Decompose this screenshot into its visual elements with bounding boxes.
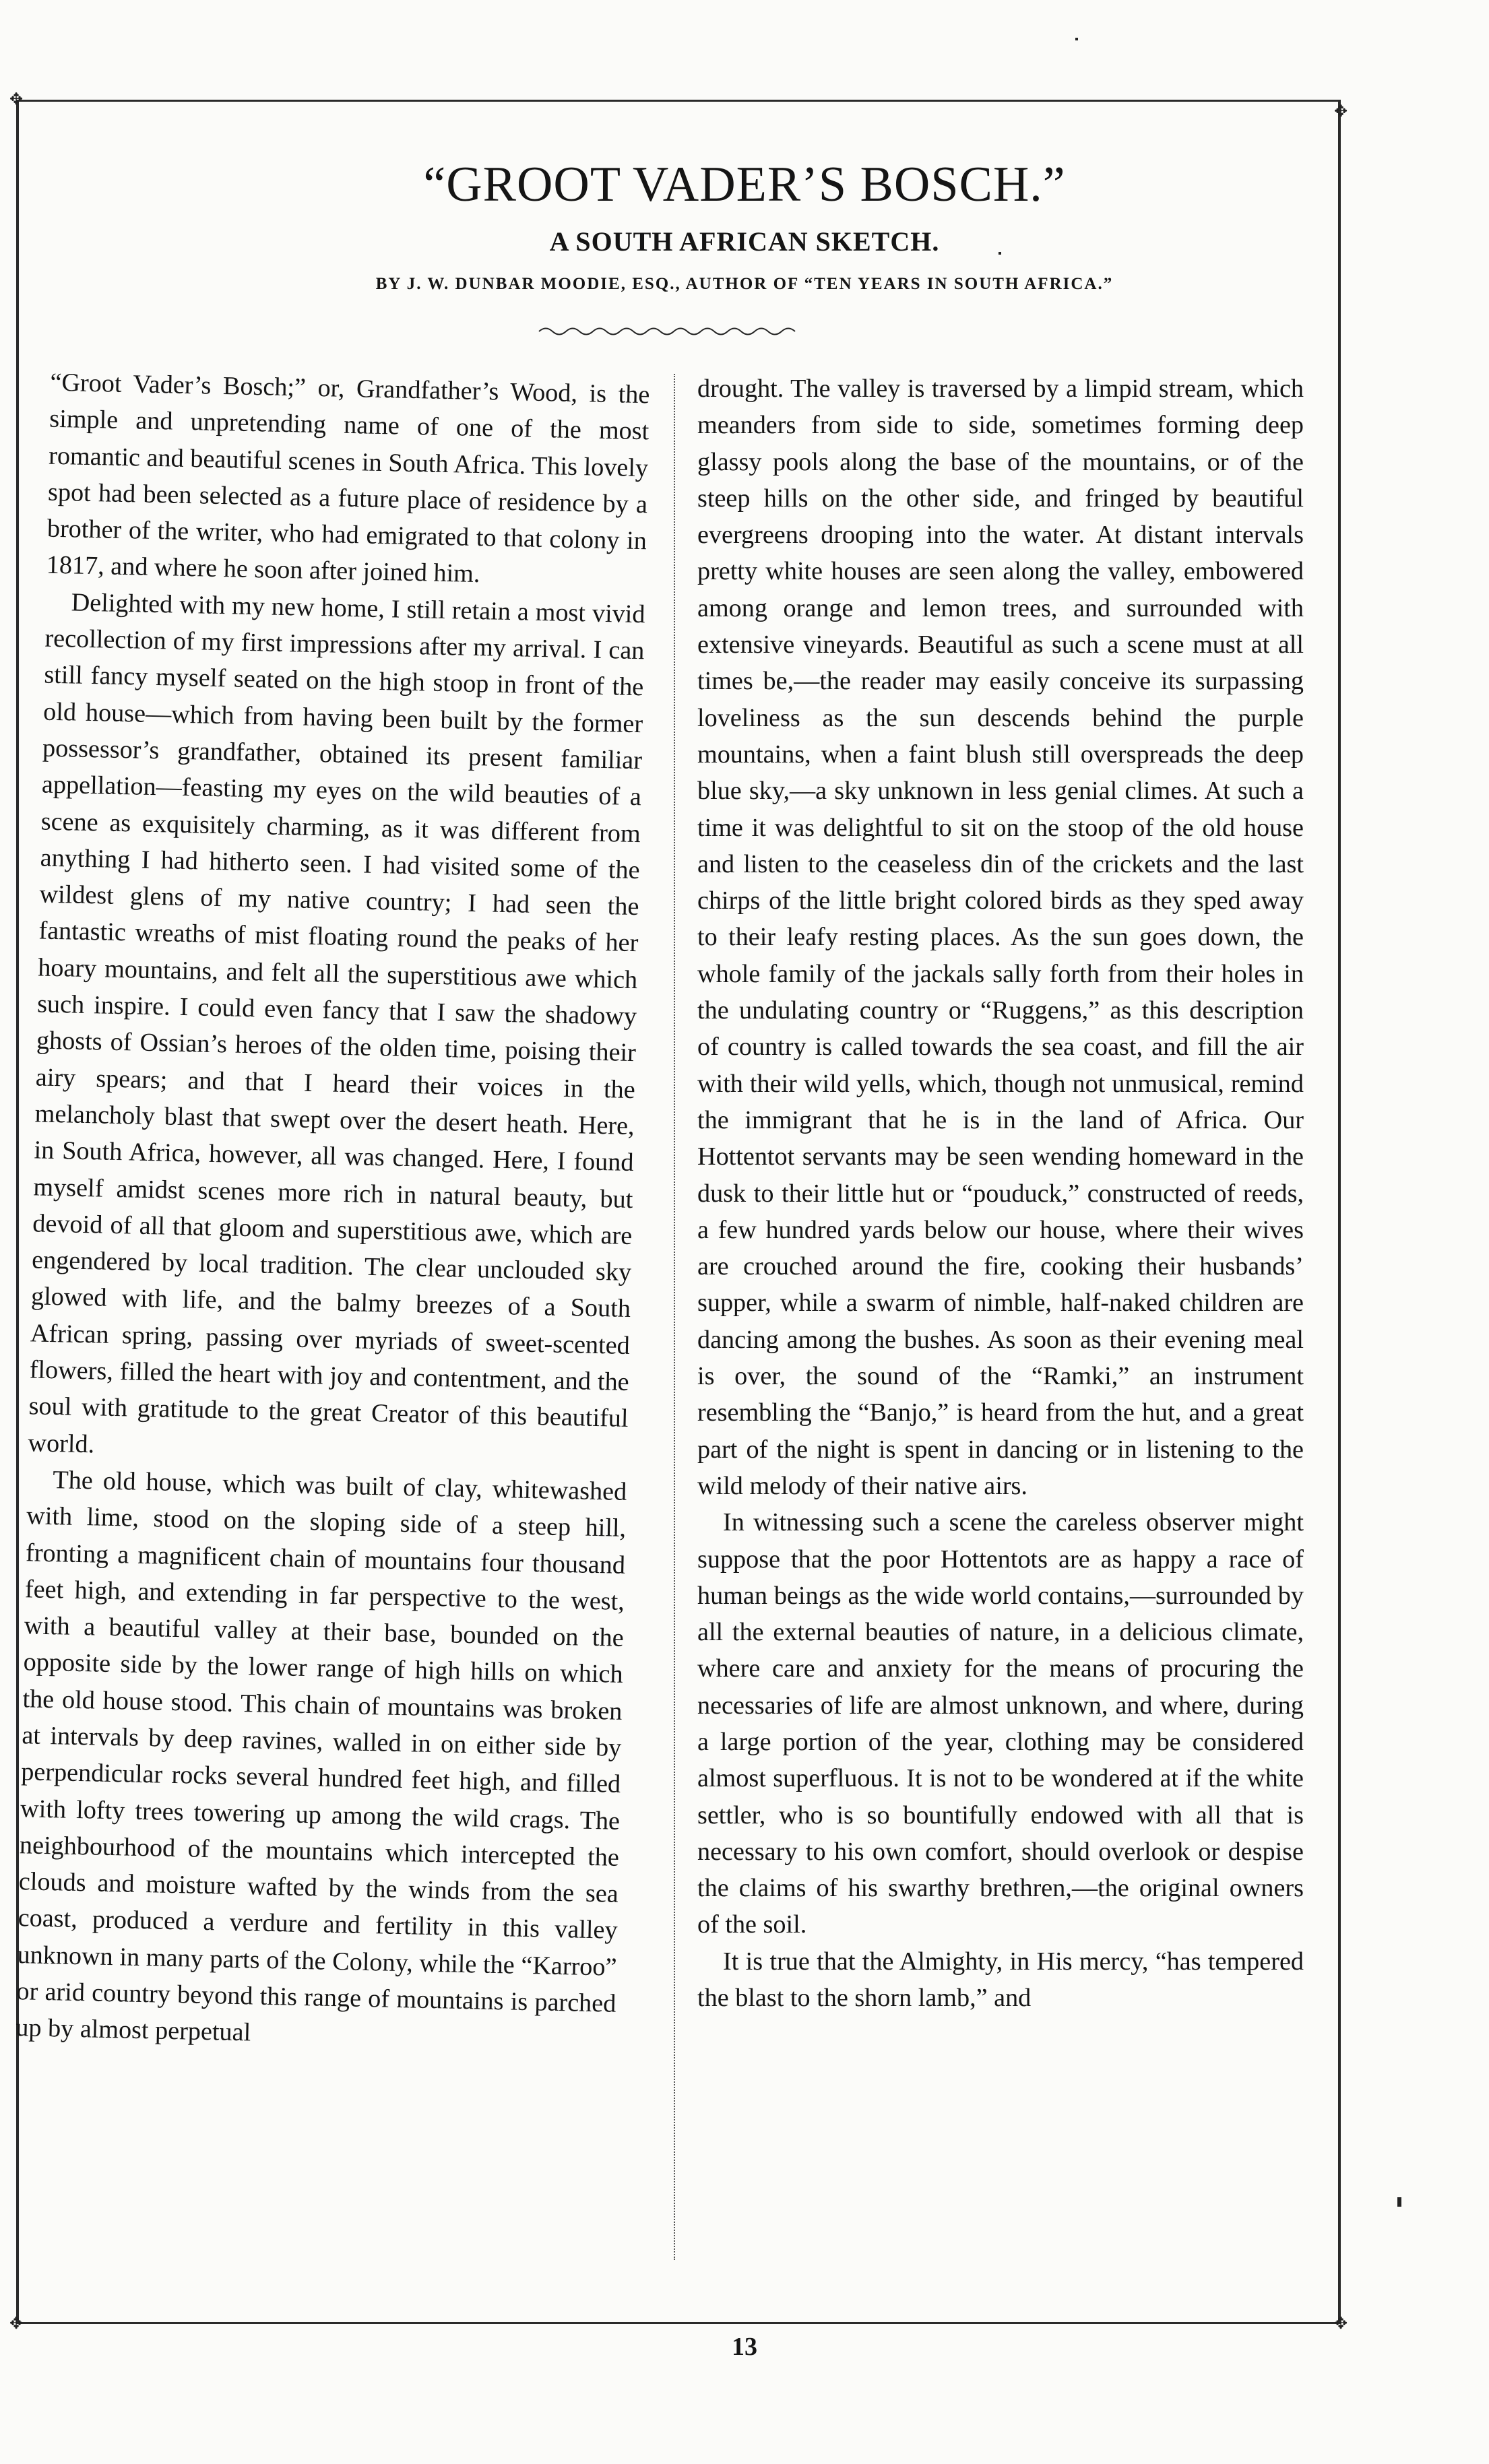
print-speck [1397, 2197, 1401, 2207]
paragraph: It is true that the Almighty, in His mercy, “has tempered the blast to the shorn lamb,” and [697, 1947, 1304, 2013]
page-number: 13 [732, 2333, 757, 2361]
paragraph: drought. The valley is traversed by a limpid stream, which meanders from side to side, sometimes forming deep glassy pools along the base of the mountains, or of the steep hills on the other side, and fringed by beautiful evergreens drooping into the water. At distant intervals pretty white houses are seen along the valley, embowered among orange and lemon trees, and surrounded with extensive vineyards. Beautiful as such a scene must at all times be,—the reader may easily conceive its surpassing loveliness as the sun descends behind the purple mountains, when a faint blush still overspreads the deep blue sky,—a sky unknown in less genial climes. At such a time it was delightful to sit on the stoop of the old house and listen to the ceaseless din of the crickets and the last chirps of the little bright colored birds as they sped away to their leafy resting places. As the sun goes down, the whole family of the jackals sally forth from their holes in the undulating country or “Ruggens,” as this description of country is called towards the sea coast, and fill the air with their wild yells, which, though not unmusical, remind the immigrant that he is in the land of Africa. Our Hottentot servants may be seen wending homeward in the dusk to their little hut or “pouduck,” constructed of reeds, a few hundred yards below our house, where their wives are crouched around the fire, cooking their husbands’ supper, while a swarm of nimble, half-naked children are dancing among the bushes. As soon as their evening meal is over, the sound of the “Ramki,” an instrument resembling the “Banjo,” is heard from the hut, and a great part of the night is spent in dancing or in listening to the wild melody of their native airs. [697, 375, 1304, 1500]
print-speck [1075, 38, 1078, 40]
right-column [697, 370, 1304, 2016]
border-ornament-top-left: ✥ [9, 91, 24, 108]
border-ornament-bottom-right: ✥ [1334, 2315, 1348, 2333]
paragraph: In witnessing such a scene the careless observer might suppose that the poor Hottentots are as happy a race of human beings as the wide world contains,—surrounded by all the external beauties of nature, in a delicious climate, where care and anxiety for the means of procuring the necessaries of life are almost unknown, and where, during a large portion of the year, clothing may be considered almost superfluous. It is not to be wondered at if the white settler, who is so bountifully endowed with all that is necessary to his own comfort, should overlook or despise the claims of his swarthy brethren,—the original owners of the soil. [697, 1508, 1304, 1939]
column-divider [674, 374, 675, 2260]
paragraph: Delighted with my new home, I still retain a most vivid recollection of my first impressions after my arrival. I can still fancy myself seated on the high stoop in front of the old house—which from having been built by the former possessor’s grandfather, obtained its present familiar appellation—feasting my eyes on the wild beauties of a scene as exquisitely charming, as it was different from anything I had hitherto seen. I had visited some of the wildest glens of my native country; I had seen the fantastic wreaths of mist floating round the peaks of her hoary mountains, and felt all the superstitious awe which such inspire. I could even fancy that I saw the shadowy ghosts of Ossian’s heroes of the olden time, poising their airy spears; and that I heard their voices in the melancholy blast that swept over the desert heath. Here, in South Africa, however, all was changed. Here, I found myself amidst scenes more rich in natural beauty, but devoid of all that gloom and superstitious awe, which are engendered by local tradition. The clear unclouded sky glowed with life, and the balmy breezes of a South African spring, passing over myriads of sweet-scented flowers, filled the heart with joy and contentment, and the soul with gratitude to the great Creator of this beautiful world. [28, 588, 645, 1458]
border-ornament-bottom-left: ✥ [9, 2315, 24, 2333]
paragraph: “Groot Vader’s Bosch;” or, Grandfather’s Wood, is the simple and unpretending name of one of the most romantic and beautiful scenes in South Africa. This lovely spot had been selected as a future place of residence by a brother of the writer, who had emigrated to that colony in 1817, and where he soon after joined him. [46, 368, 650, 589]
left-column [15, 364, 650, 2059]
article-byline: BY J. W. DUNBAR MOODIE, ESQ., AUTHOR OF “TEN YEARS IN SOUTH AFRICA.” [375, 275, 1114, 293]
article-subtitle: A SOUTH AFRICAN SKETCH. [549, 226, 940, 257]
article-title: “GROOT VADER’S BOSCH.” [423, 157, 1066, 212]
paragraph: The old house, which was built of clay, whitewashed with lime, stood on the sloping side of a steep hill, fronting a magnificent chain of mountains four thousand feet high, and extending in far perspective to the west, with a beautiful valley at their base, bounded on the opposite side by the lower range of high hills on which the old house stood. This chain of mountains was broken at intervals by deep ravines, walled in on either side by perpendicular rocks several hundred feet high, and filled with lofty trees towering up among the wild crags. The neighbourhood of the mountains which intercepted the clouds and moisture wafted by the winds from the sea coast, produced a verdure and fertility in this valley unknown in many parts of the Colony, while the “Karroo” or arid country beyond this range of mountains is parched up by almost perpetual [15, 1466, 627, 2047]
border-ornament-top-right: ✥ [1334, 103, 1348, 121]
title-ornament-divider [536, 323, 798, 339]
